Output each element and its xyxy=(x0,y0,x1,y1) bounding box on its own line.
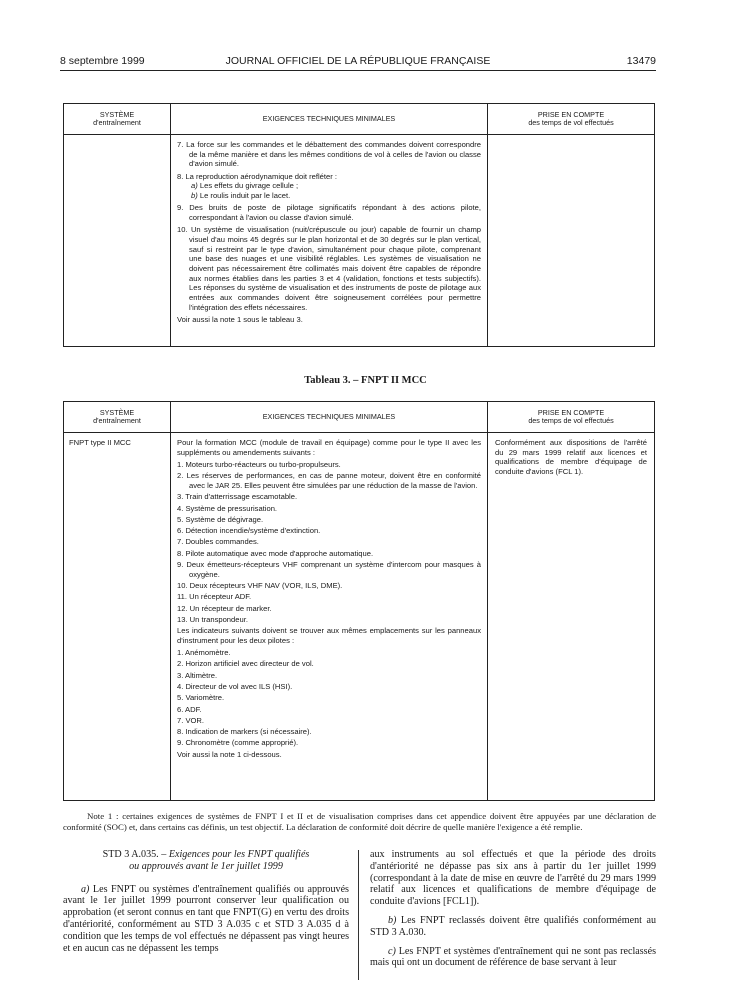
section-code: STD 3 A.035. – xyxy=(102,849,169,860)
paragraph-a-letter: a) xyxy=(81,883,90,895)
indicators-list xyxy=(177,648,481,748)
list-item: 8. Indication de markers (si nécessaire). xyxy=(177,727,312,737)
sub-item-a xyxy=(177,181,481,191)
system-name: FNPT type II MCC xyxy=(69,438,131,447)
list-item: 4. Directeur de vol avec ILS (HSI). xyxy=(177,681,293,691)
table-header-row xyxy=(64,402,655,433)
table-row xyxy=(64,135,655,347)
indicators-intro: Les indicateurs suivants doivent se trouver aux mêmes emplacements sur les panneaux d'instrument pour les deux pilotes : xyxy=(177,626,481,645)
paragraph-b xyxy=(370,915,656,939)
list-item: 4. Système de pressurisation. xyxy=(177,503,278,513)
paragraph-a-text: Les FNPT ou systèmes d'entraînement qualifiés ou approuvés avant le 1er juillet 1999 pourront conserver leur qualification ou approbation (et seront connus en tant que FNPT(G) en vertu des droits d'antériorité, conformément au STD 3 A.035 c et STD 3 A.035 d à condition que les temps de vol effectués ne dépassent pas vingt heures et en aucun cas ne dépassent les temps xyxy=(63,883,349,954)
column-divider xyxy=(358,850,359,980)
col-header-prise xyxy=(488,402,655,433)
header-journal-title: JOURNAL OFFICIEL DE LA RÉPUBLIQUE FRANÇAISE xyxy=(225,55,491,67)
section-heading xyxy=(63,849,349,873)
list-item: 11. Un récepteur ADF. xyxy=(177,592,252,602)
list-item: 3. Altimètre. xyxy=(177,670,218,680)
list-item: 9. Chronomètre (comme approprié). xyxy=(177,738,299,748)
sub-item-a-letter: a) xyxy=(191,181,198,191)
cell-prise-empty xyxy=(488,135,655,347)
sub-item-a-text: Les effets du givrage cellule ; xyxy=(197,181,299,191)
list-item: 6. Détection incendie/système d'extinction. xyxy=(177,526,321,536)
sub-item-b xyxy=(177,191,481,201)
header-page-number: 13479 xyxy=(626,55,656,67)
sub-item-b-letter: b) xyxy=(191,191,198,201)
list-item: 5. Variomètre. xyxy=(177,693,225,703)
list-item: 9. Des bruits de poste de pilotage significatifs répondant à des actions pilote, correspondant à l'avion ou classe d'avion simulé. xyxy=(177,203,481,222)
col-header-prise-line2: des temps de vol effectués xyxy=(528,416,614,425)
col-header-exigences: EXIGENCES TECHNIQUES MINIMALES xyxy=(171,104,488,135)
col-header-prise-line1: PRISE EN COMPTE xyxy=(537,408,605,417)
list-item: 12. Un récepteur de marker. xyxy=(177,603,272,613)
cell-exigences xyxy=(171,135,488,347)
cell-exigences xyxy=(171,433,488,801)
cell-prise xyxy=(488,433,655,801)
list-item: 8. Pilote automatique avec mode d'approche automatique. xyxy=(177,548,374,558)
running-header xyxy=(60,55,656,69)
list-item: 7. La force sur les commandes et le débattement des commandes doivent correspondre de la même manière et dans les mêmes conditions de vol à celles de l'avion ou classe d'avion simulé. xyxy=(177,140,481,169)
paragraph-c xyxy=(370,946,656,970)
table-row xyxy=(64,433,655,801)
cell-systeme-empty xyxy=(64,135,171,347)
list-item: 8. La reproduction aérodynamique doit refléter : xyxy=(177,171,337,181)
footnote-1: Note 1 : certaines exigences de systèmes de FNPT I et II et de visualisation comprises dans cet appendice doivent être appuyées par une déclaration de conformité (SOC) et, dans certains cas définis, un test objectif. La déclaration de conformité doit décrire de quelle manière l'exigence a été remplie. xyxy=(63,811,656,832)
list-item: 2. Les réserves de performances, en cas de panne moteur, doivent être en conformité avec le JAR 25. Elles peuvent être simulées par une réduction de la masse de l'avion. xyxy=(177,471,481,490)
paragraph-c-text: Les FNPT et systèmes d'entraînement qui ne sont pas reclassés mais qui ont un document de référence de base servant à leur xyxy=(370,945,656,969)
see-also-note: Voir aussi la note 1 ci-dessous. xyxy=(177,749,282,759)
paragraph-b-text: Les FNPT reclassés doivent être qualifiés conformément au STD 3 A.030. xyxy=(370,914,656,938)
paragraph-b-letter: b) xyxy=(388,914,397,926)
prise-text: Conformément aux dispositions de l'arrêté du 29 mars 1999 relatif aux licences et qualifications de membre d'équipage de conduite d'avions (FCL 1). xyxy=(495,438,647,477)
text-column-left xyxy=(63,849,349,961)
see-also-note: Voir aussi la note 1 sous le tableau 3. xyxy=(177,314,303,324)
list-item: 3. Train d'atterrissage escamotable. xyxy=(177,492,298,502)
list-item: 6. ADF. xyxy=(177,704,202,714)
paragraph-a-continued: aux instruments au sol effectués et que la période des droits d'antériorité ne dépasse pas six ans à partir du 1er juillet 1999 (correspondant à la date de mise en œuvre de l'arrêté du 29 mars 1999 relatif aux licences et qualifications de membre d'équipage de conduite d'avions [FCL1]). xyxy=(370,849,656,908)
list-item: 5. Système de dégivrage. xyxy=(177,514,264,524)
requirements-list xyxy=(177,460,481,625)
col-header-systeme xyxy=(64,402,171,433)
list-item: 13. Un transpondeur. xyxy=(177,614,248,624)
header-date: 8 septembre 1999 xyxy=(60,55,145,67)
intro-text: Pour la formation MCC (module de travail en équipage) comme pour le type II avec les suppléments ou amendements suivants : xyxy=(177,438,481,457)
cell-systeme xyxy=(64,433,171,801)
paragraph-c-letter: c) xyxy=(388,945,396,957)
table3-title: Tableau 3. – FNPT II MCC xyxy=(304,375,427,386)
table-fnpt-continued xyxy=(63,103,655,347)
list-item: 2. Horizon artificiel avec directeur de vol. xyxy=(177,659,314,669)
col-header-exigences: EXIGENCES TECHNIQUES MINIMALES xyxy=(171,402,488,433)
list-item: 1. Anémomètre. xyxy=(177,648,231,658)
table-fnpt-ii-mcc xyxy=(63,401,655,801)
table-header-row xyxy=(64,104,655,135)
sub-item-b-text: Le roulis induit par le lacet. xyxy=(197,191,291,201)
col-header-systeme-line1: SYSTÈME xyxy=(99,408,135,417)
list-item: 7. Doubles commandes. xyxy=(177,537,259,547)
col-header-prise-line1: PRISE EN COMPTE xyxy=(537,110,605,119)
list-item: 10. Un système de visualisation (nuit/crépuscule ou jour) capable de fournir un champ visuel d'au moins 45 degrés sur le plan horizontal et de 30 degrés sur le plan vertical, sauf si restreint par le type d'avion, simultanément pour chaque pilote, comprenant une base des nuages et une visibilité réglables. Les systèmes de visualisation ne doivent pas nécessairement être collimatés mais doivent être capables de répondre aux normes établies dans les parties 3 et 4 (validation, fonctions et tests subjectifs). Les réponses du système de visualisation et des instruments de poste de pilotage aux entrées aux commandes doivent être soigneusement corrélées pour permettre l'intégration des effets nécessaires. xyxy=(177,225,481,312)
header-rule xyxy=(60,70,656,71)
list-item: 1. Moteurs turbo-réacteurs ou turbo-propulseurs. xyxy=(177,459,341,469)
col-header-systeme-line2: d'entraînement xyxy=(93,118,141,127)
section-title-line1: Exigences pour les FNPT qualifiés xyxy=(168,849,310,860)
col-header-systeme-line2: d'entraînement xyxy=(93,416,141,425)
paragraph-a xyxy=(63,884,349,955)
section-title-line2: ou approuvés avant le 1er juillet 1999 xyxy=(129,860,283,872)
col-header-systeme-line1: SYSTÈME xyxy=(99,110,135,119)
text-column-right xyxy=(370,849,656,976)
col-header-prise-line2: des temps de vol effectués xyxy=(528,118,614,127)
col-header-prise xyxy=(488,104,655,135)
list-item: 10. Deux récepteurs VHF NAV (VOR, ILS, DME). xyxy=(177,580,343,590)
col-header-systeme xyxy=(64,104,171,135)
list-item: 7. VOR. xyxy=(177,715,205,725)
list-item: 9. Deux émetteurs-récepteurs VHF comprenant un système d'intercom pour masques à oxygène. xyxy=(177,559,481,579)
